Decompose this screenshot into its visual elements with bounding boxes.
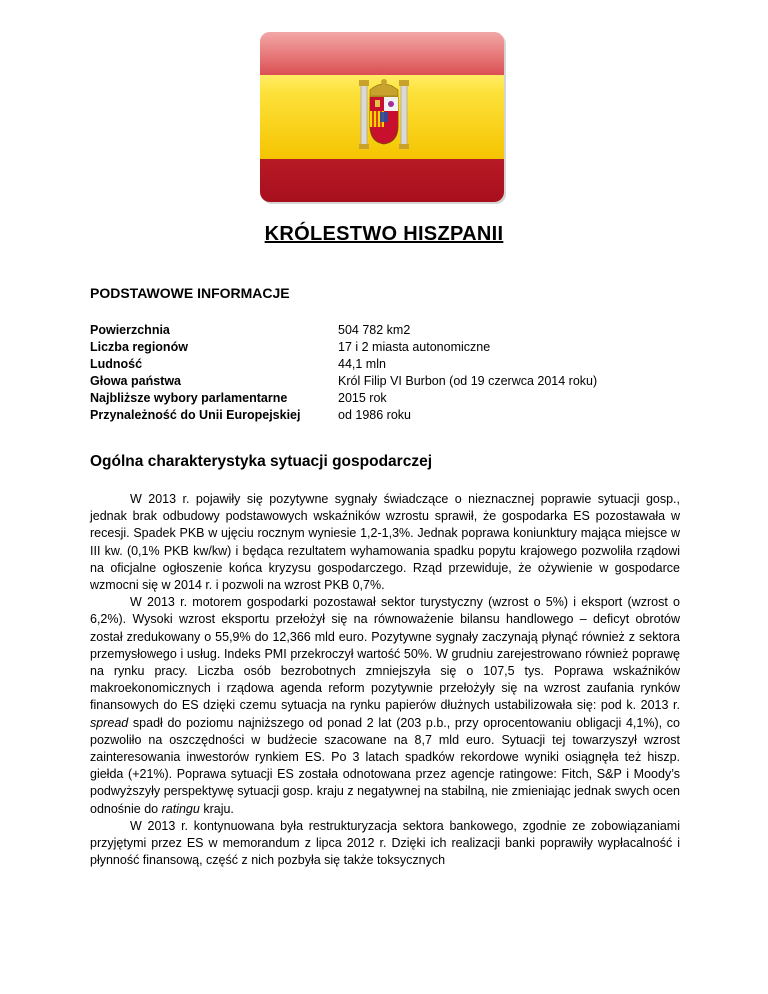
body-text xyxy=(90,491,680,869)
info-label: Najbliższe wybory parlamentarne xyxy=(90,391,288,405)
section-heading-basic-info: PODSTAWOWE INFORMACJE xyxy=(90,285,290,301)
info-row xyxy=(90,339,658,356)
info-row xyxy=(90,390,658,407)
paragraph-text: kraju. xyxy=(203,801,234,816)
info-value: Król Filip VI Burbon (od 19 czerwca 2014 roku) xyxy=(338,374,598,388)
paragraph-text: spadł do poziomu najniższego od ponad 2 lat (203 p.b., przy oprocentowaniu obligacji 4,1%), co pozwoliło na oszczędności w budżecie szacowane na 8,7 mld euro. Sytuacji tej towarzyszył wzrost zainteresowania inwestorów rynkiem ES. Po 3 latach spadków rekordowe wyniki osiągnęła też hiszp. giełda (+21%). Poprawa sytuacji ES została odnotowana przez agencje ratingowe: Fitch, S&P i Moody’s podwyższyły perspektywę sytuacji gosp. kraju z negatywnej na stabilną, nie zmieniając jednak swych ocen odnośnie do xyxy=(90,715,680,816)
info-row xyxy=(90,373,658,390)
info-value: od 1986 roku xyxy=(338,408,411,422)
document-title: KRÓLESTWO HISZPANII xyxy=(264,223,504,245)
spain-flag-icon xyxy=(258,30,510,208)
info-value: 2015 rok xyxy=(338,391,387,405)
section-heading-economy: Ogólna charakterystyka sytuacji gospodarczej xyxy=(90,453,432,470)
basic-info-table xyxy=(90,322,658,424)
info-label: Głowa państwa xyxy=(90,374,181,388)
paragraph-text: W 2013 r. motorem gospodarki pozostawał sektor turystyczny (wzrost o 5%) i eksport (wzrost o 6,2%). Wysoki wzrost eksportu przełożył się na równoważenie bilansu handlowego – deficyt obrotów został zredukowany o 55,9% do 12,366 mld euro. Pozytywne sygnały zaczynają płynąć również z sektora przemysłowego i usług. Indeks PMI przekroczył wartość 50%. W grudniu zarejestrowano również poprawę na rynku pracy. Liczba osób bezrobotnych zmniejszyła się o 107,5 tys. Poprawa wskaźników makroekonomicznych i rządowa agenda reform pozytywnie przełożyły się na wzrost zaufania rynków finansowych do ES dzięki czemu sytuacja na rynku papierów dłużnych ustabilizowała się: pod k. 2013 r. xyxy=(90,595,680,713)
info-label: Ludność xyxy=(90,357,143,371)
info-row xyxy=(90,407,658,424)
paragraph: W 2013 r. pojawiły się pozytywne sygnały świadczące o nieznacznej poprawie sytuacji gosp., jednak brak odbudowy podstawowych wskaźników wzrostu sprawił, że gospodarka ES pozostawała w recesji. Spadek PKB w ujęciu rocznym wyniesie 1,2-1,3%. Jednak poprawa koniunktury mająca miejsce w III kw. (0,1% PKB kw/kw) i będąca rezultatem wyhamowania spadku popytu krajowego pozwoliła rządowi na oficjalne ogłoszenie końca kryzysu gospodarczego. Rząd przewiduje, że ożywienie w gospodarce wzmocni się w 2014 r. i pozwoli na wzrost PKB 0,7%. xyxy=(90,492,680,593)
info-label: Liczba regionów xyxy=(90,340,188,354)
info-value: 504 782 km2 xyxy=(338,323,411,337)
italic-term: ratingu xyxy=(161,801,200,816)
italic-term: spread xyxy=(90,715,129,730)
paragraph xyxy=(90,594,680,818)
info-value: 17 i 2 miasta autonomiczne xyxy=(338,340,491,354)
info-label: Powierzchnia xyxy=(90,323,170,337)
info-value: 44,1 mln xyxy=(338,357,386,371)
paragraph: W 2013 r. kontynuowana była restrukturyzacja sektora bankowego, zgodnie ze zobowiązaniami przyjętymi przez ES w memorandum z lipca 2012 r. Dzięki ich realizacji banki poprawiły wypłacalność i płynność finansową, część z nich pozbyła się także toksycznych xyxy=(90,818,680,868)
info-label: Przynależność do Unii Europejskiej xyxy=(90,408,301,422)
info-row xyxy=(90,356,658,373)
info-row xyxy=(90,322,658,339)
